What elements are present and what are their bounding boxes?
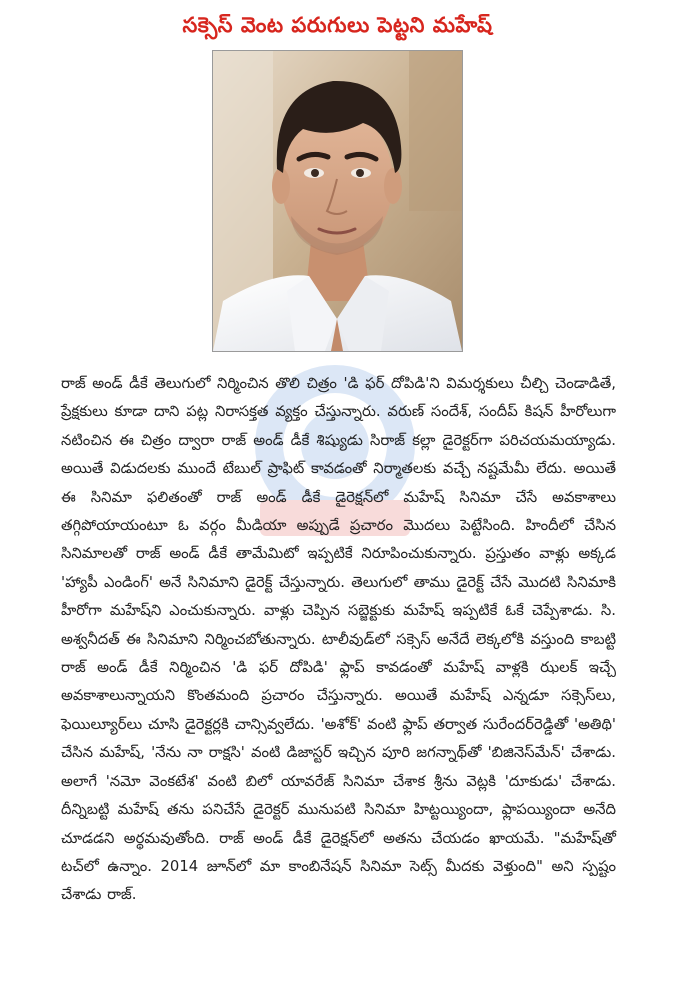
portrait-illustration xyxy=(213,51,462,351)
article-headline: సక్సెస్ వెంట పరుగులు పెట్టని మహేష్ xyxy=(182,13,493,37)
article-photo xyxy=(212,50,463,352)
article-body: రాజ్ అండ్ డీకే తెలుగులో నిర్మించిన తొలి చిత్రం 'డి ఫర్ దోపిడి'ని విమర్శకులు చీల్చి చెండాడితే, ప్రేక్షకులు కూడా దాని పట్ల నిరాసక్తత వ్యక్తం చేస్తున్నారు. వరుణ్ సందేశ్, సందీప్ కిషన్ హీరోలుగా నటించిన ఈ చిత్రం ద్వారా రాజ్ అండ్ డీకే శిష్యుడు సిరాజ్ కల్లా డైరెక్టర్‌గా పరిచయమయ్యాడు. అయితే విడుదలకు ముందే టేబుల్ ప్రాఫిట్ కావడంతో నిర్మాతలకు వచ్చే నష్టమేమీ లేదు. అయితే ఈ సినిమా ఫలితంతో రాజ్ అండ్ డీకే డైరెక్షన్‌లో మహేష్ సినిమా చేసే అవకాశాలు తగ్గిపోయాయంటూ ఓ వర్గం మీడియా అప్పుడే ప్రచారం మొదలు పెట్టేసింది. హిందీలో చేసిన సినిమాలతో రాజ్ అండ్ డీకే తామేమిటో ఇప్పటికే నిరూపించుకున్నారు. ప్రస్తుతం వాళ్లు అక్కడ 'హ్యాపీ ఎండింగ్' అనే సినిమాని డైరెక్ట్ చేస్తున్నారు. తెలుగులో తాము డైరెక్ట్ చేసే మొదటి సినిమాకి హీరోగా మహేష్‌ని ఎంచుకున్నారు. వాళ్లు చెప్పిన సబ్జెక్టుకు మహేష్ ఇప్పటికే ఓకే చెప్పేశాడు. సి. అశ్వనీదత్ ఈ సినిమాని నిర్మించబోతున్నారు. టాలీవుడ్‌లో సక్సెస్ అనేదే లెక్కలోకి వస్తుంది కాబట్టి రాజ్ అండ్ డీకే నిర్మించిన 'డి ఫర్ దోపిడి' ఫ్లాప్ కావడంతో మహేష్ వాళ్లకి ఝలక్ ఇచ్చే అవకాశాలున్నాయని కొంతమంది ప్రచారం చేస్తున్నారు. అయితే మహేష్ ఎన్నడూ సక్సెస్‌లు, ఫెయిల్యూర్‌లు చూసి డైరెక్టర్లకి చాన్సివ్వలేదు. 'అశోక్' వంటి ఫ్లాప్ తర్వాత సురేందర్‌రెడ్డితో 'అతిథి' చేసిన మహేష్, 'నేను నా రాక్షసి' వంటి డిజాస్టర్ ఇచ్చిన పూరి జగన్నాథ్‌తో 'బిజినెస్‌మేన్' చేశాడు. అలాగే 'నమో వెంకటేశ' వంటి బిలో యావరేజ్ సినిమా చేశాక శ్రీను వెట్లకి 'దూకుడు' చేశాడు. దీన్నిబట్టి మహేష్ తను పనిచేసే డైరెక్టర్ మునుపటి సినిమా హిట్టయ్యిందా, ఫ్లాపయ్యిందా అనేది చూడడని అర్థమవుతోంది. రాజ్ అండ్ డీకే డైరెక్షన్‌లో అతను చేయడం ఖాయమే. "మహేష్‌తో టచ్‌లో ఉన్నాం. 2014 జూన్‌లో మా కాంబినేషన్ సినిమా సెట్స్ మీదకు వెళ్తుంది" అని స్పష్టం చేశాడు రాజ్. xyxy=(61,375,616,904)
